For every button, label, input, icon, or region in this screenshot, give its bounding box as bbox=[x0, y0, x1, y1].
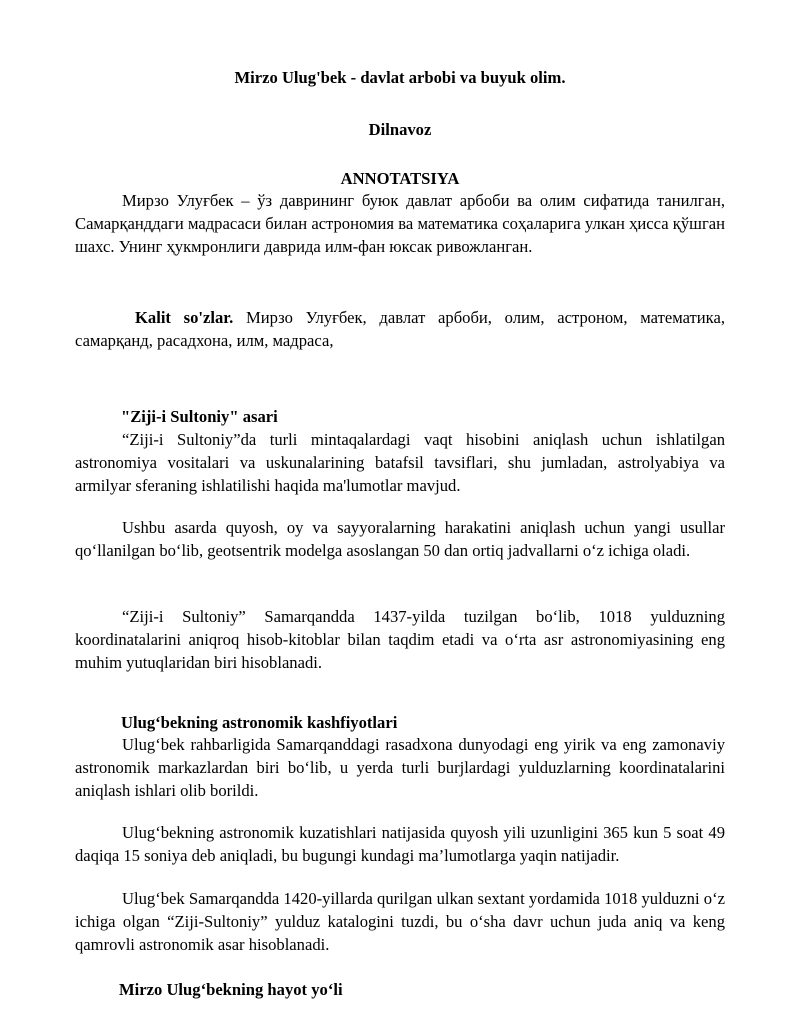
paragraph: Ushbu asarda quyosh, oy va sayyoralarning harakatini aniqlash uchun yangi usullar qo‘llanilgan bo‘lib, geotsentrik modelga asoslangan 50 dan ortiq jadvallarni o‘z ichiga oladi. bbox=[75, 518, 725, 560]
keywords-label: Kalit so'zlar. bbox=[135, 308, 234, 327]
paragraph: “Ziji-i Sultoniy” Samarqandda 1437-yilda tuzilgan bo‘lib, 1018 yulduzning koordinatalarini aniqroq hisob-kitoblar bilan taqdim etadi va o‘rta asr astronomiyasining eng muhim yutuqlaridan biri hisoblanadi. bbox=[75, 607, 725, 672]
paragraph: “Ziji-i Sultoniy”da turli mintaqalardagi vaqt hisobini aniqlash uchun ishlatilgan astronomiya vositalari va uskunalarining batafsil tavsiflari, shu jumladan, astrolyabiya va armilyar sferaning ishlatilishi haqida ma'lumotlar mavjud. bbox=[75, 430, 725, 495]
section-heading-ziji: "Ziji-i Sultoniy" asari bbox=[121, 407, 278, 426]
paragraph: Ulug‘bek Samarqandda 1420-yillarda qurilgan ulkan sextant yordamida 1018 yulduzni o‘z ichiga olgan “Ziji-Sultoniy” yulduz katalogini tuzdi, bu o‘sha davr uchun juda aniq va keng qamrovli astronomik asar hisoblanadi. bbox=[75, 889, 725, 954]
section-heading-life: Mirzo Ulug‘bekning hayot yo‘li bbox=[119, 980, 343, 999]
paragraph: Ulug‘bekning astronomik kuzatishlari natijasida quyosh yili uzunligini 365 kun 5 soat 49 daqiqa 15 soniya deb aniqladi, bu bugungi kundagi ma’lumotlarga yaqin natijadir. bbox=[75, 823, 725, 865]
keywords-paragraph bbox=[75, 306, 725, 352]
section-heading-discoveries: Ulug‘bekning astronomik kashfiyotlari bbox=[121, 713, 398, 732]
annotation-text: Мирзо Улуғбек – ўз даврининг буюк давлат арбоби ва олим сифатида танилган, Самарқанддаги мадрасаси билан астрономия ва математика соҳаларига улкан ҳисса қўшган шахс. Унинг ҳукмронлиги даврида илм-фан юксак ривожланган. bbox=[75, 191, 725, 256]
author-name: Dilnavoz bbox=[368, 120, 432, 139]
document-title: Mirzo Ulug'bek - davlat arbobi va buyuk olim. bbox=[234, 68, 566, 87]
paragraph: Ulug‘bek rahbarligida Samarqanddagi rasadxona dunyodagi eng yirik va eng zamonaviy astronomik markazlardan biri bo‘lib, u yerda turli burjlardagi yulduzlarning koordinatalarini aniqlash ishlari olib borildi. bbox=[75, 735, 725, 800]
annotation-heading: ANNOTATSIYA bbox=[340, 169, 460, 188]
keywords-text: Мирзо Улуғбек, давлат арбоби, олим, астроном, математика, самарқанд, расадхона, илм, мадраса, bbox=[75, 308, 725, 350]
